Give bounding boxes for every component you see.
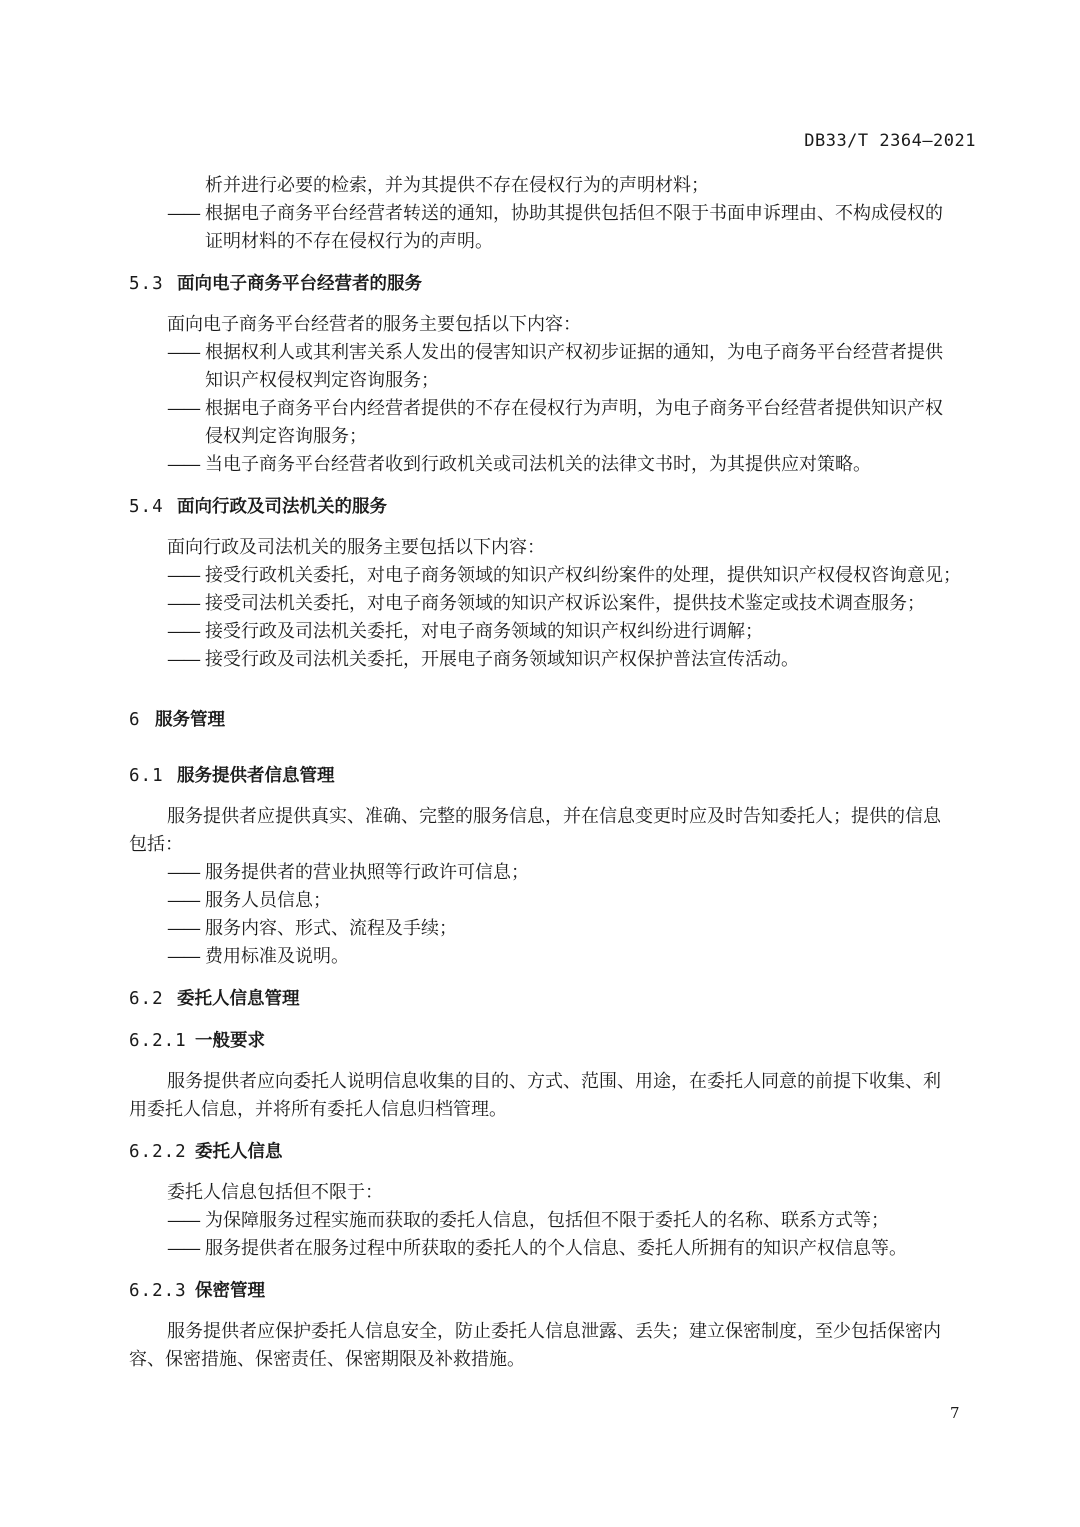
section-intro: 委托人信息包括但不限于： xyxy=(167,1182,383,1203)
list-item: —— 服务提供者的营业执照等行政许可信息； xyxy=(167,862,529,883)
section-intro: 面向电子商务平台经营者的服务主要包括以下内容： xyxy=(167,314,581,335)
subsection-heading-6-2-3: 6.2.3 保密管理 xyxy=(129,1281,265,1301)
list-item: —— 服务提供者在服务过程中所获取的委托人的个人信息、委托人所拥有的知识产权信息等。 xyxy=(167,1238,907,1259)
section-body: 服务提供者应保护委托人信息安全，防止委托人信息泄露、丢失；建立保密制度，至少包括保密内 xyxy=(167,1321,941,1342)
subsection-heading-6-2-1: 6.2.1 一般要求 xyxy=(129,1031,265,1051)
list-item: —— 当电子商务平台经营者收到行政机关或司法机关的法律文书时，为其提供应对策略。 xyxy=(167,454,871,475)
section-body: 服务提供者应向委托人说明信息收集的目的、方式、范围、用途，在委托人同意的前提下收集、利 xyxy=(167,1071,941,1092)
document-id-header: DB33/T 2364—2021 xyxy=(804,131,976,151)
section-body: 服务提供者应提供真实、准确、完整的服务信息，并在信息变更时应及时告知委托人；提供的信息 xyxy=(167,806,941,827)
list-item: —— 根据电子商务平台经营者转送的通知，协助其提供包括但不限于书面申诉理由、不构成侵权的 证明材料的不存在侵权行为的声明。 xyxy=(129,200,977,256)
dash-marker: —— xyxy=(167,203,199,224)
section-heading-6-1: 6.1 服务提供者信息管理 xyxy=(129,766,335,786)
list-item: —— 接受司法机关委托，对电子商务领域的知识产权诉讼案件，提供技术鉴定或技术调查服务； xyxy=(167,593,925,614)
section-heading-6-2: 6.2 委托人信息管理 xyxy=(129,989,300,1009)
chapter-heading-6: 6 服务管理 xyxy=(129,710,225,730)
section-intro: 面向行政及司法机关的服务主要包括以下内容： xyxy=(167,537,545,558)
list-item: —— 服务内容、形式、流程及手续； xyxy=(167,918,457,939)
list-item: —— 服务人员信息； xyxy=(167,890,331,911)
list-item: —— 接受行政机关委托，对电子商务领域的知识产权纠纷案件的处理，提供知识产权侵权咨询意见； xyxy=(167,565,961,586)
section-heading-5-4: 5.4 面向行政及司法机关的服务 xyxy=(129,497,387,517)
subsection-heading-6-2-2: 6.2.2 委托人信息 xyxy=(129,1142,283,1162)
list-item: —— 接受行政及司法机关委托，对电子商务领域的知识产权纠纷进行调解； xyxy=(167,621,763,642)
list-item: —— 为保障服务过程实施而获取的委托人信息，包括但不限于委托人的名称、联系方式等； xyxy=(167,1210,889,1231)
list-item: —— 接受行政及司法机关委托，开展电子商务领域知识产权保护普法宣传活动。 xyxy=(167,649,799,670)
list-item: —— 根据电子商务平台内经营者提供的不存在侵权行为声明，为电子商务平台经营者提供知识产权 侵权判定咨询服务； xyxy=(167,398,943,447)
section-heading-5-3: 5.3 面向电子商务平台经营者的服务 xyxy=(129,274,422,294)
page-number: 7 xyxy=(950,1404,960,1422)
section-body-continued: 容、保密措施、保密责任、保密期限及补救措施。 xyxy=(129,1349,525,1370)
list-item: —— 根据权利人或其利害关系人发出的侵害知识产权初步证据的通知，为电子商务平台经营者提供 知识产权侵权判定咨询服务； xyxy=(167,342,943,391)
list-item: —— 费用标准及说明。 xyxy=(167,946,349,967)
section-body-continued: 包括： xyxy=(129,834,183,855)
page-content xyxy=(129,172,977,1374)
continued-paragraph: 析并进行必要的检索，并为其提供不存在侵权行为的声明材料； xyxy=(205,175,709,196)
section-body-continued: 用委托人信息，并将所有委托人信息归档管理。 xyxy=(129,1099,507,1120)
